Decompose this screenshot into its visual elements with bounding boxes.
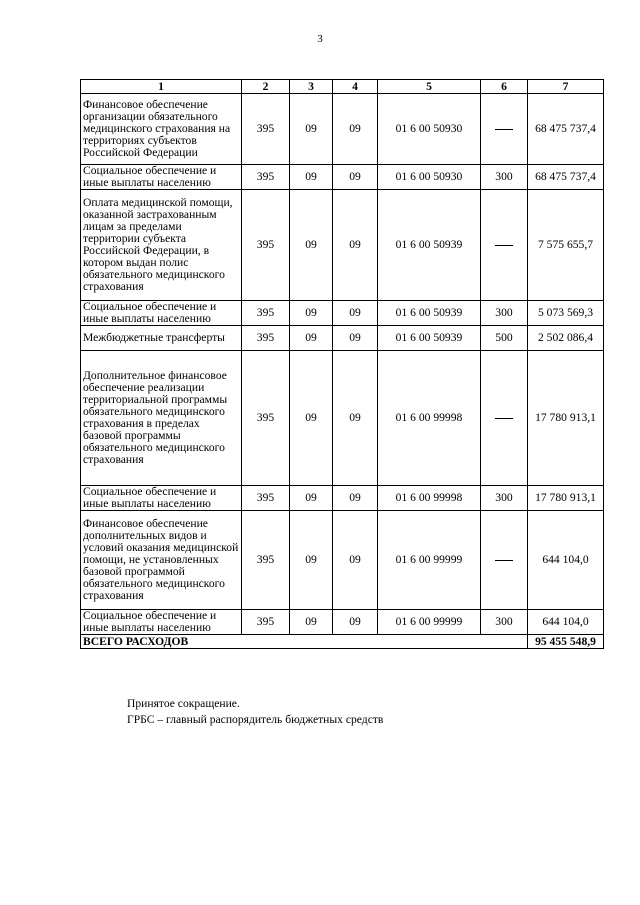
header-cell: 6: [481, 80, 528, 94]
row-target-article: 01 6 00 99999: [378, 610, 481, 635]
total-amount: 95 455 548,9: [528, 635, 604, 649]
header-cell: 5: [378, 80, 481, 94]
row-target-article: 01 6 00 50939: [378, 301, 481, 326]
table-row: [81, 94, 604, 165]
row-grbs: 395: [242, 301, 290, 326]
row-amount: 7 575 655,7: [528, 190, 604, 301]
row-grbs: 395: [242, 486, 290, 511]
header-row: [81, 80, 604, 94]
table-row: [81, 301, 604, 326]
table-row: [81, 351, 604, 486]
row-name: Финансовое обеспечение дополнительных видов и условий оказания медицинской помощи, не установленных базовой программой обязательного медицинского страхования: [81, 511, 242, 610]
row-target-article: 01 6 00 99998: [378, 351, 481, 486]
dash-mark: [495, 245, 513, 246]
row-target-article: 01 6 00 99998: [378, 486, 481, 511]
row-subsection: 09: [333, 165, 378, 190]
row-subsection: 09: [333, 486, 378, 511]
row-amount: 17 780 913,1: [528, 351, 604, 486]
dash-mark: [495, 418, 513, 419]
row-name: Оплата медицинской помощи, оказанной застрахованным лицам за пределами территории субъекта Российской Федерации, в котором выдан полис обязательного медицинского страхования: [81, 190, 242, 301]
table-body: [81, 94, 604, 649]
row-expense-type: [481, 190, 528, 301]
row-section: 09: [290, 610, 333, 635]
budget-table: [80, 79, 604, 649]
row-name: Социальное обеспечение и иные выплаты населению: [81, 610, 242, 635]
row-expense-type: 300: [481, 165, 528, 190]
row-section: 09: [290, 301, 333, 326]
page-number: 3: [317, 33, 323, 45]
row-expense-type: 500: [481, 326, 528, 351]
row-target-article: 01 6 00 50939: [378, 326, 481, 351]
abbreviation-note-title: Принятое сокращение.: [127, 697, 240, 710]
row-subsection: 09: [333, 326, 378, 351]
header-cell: 2: [242, 80, 290, 94]
table-row: [81, 486, 604, 511]
row-grbs: 395: [242, 511, 290, 610]
row-expense-type: [481, 351, 528, 486]
row-amount: 2 502 086,4: [528, 326, 604, 351]
row-section: 09: [290, 351, 333, 486]
row-expense-type: 300: [481, 486, 528, 511]
row-amount: 68 475 737,4: [528, 165, 604, 190]
row-section: 09: [290, 486, 333, 511]
row-grbs: 395: [242, 94, 290, 165]
table-row: [81, 610, 604, 635]
row-section: 09: [290, 190, 333, 301]
table-row: [81, 165, 604, 190]
row-subsection: 09: [333, 511, 378, 610]
row-amount: 644 104,0: [528, 610, 604, 635]
row-section: 09: [290, 94, 333, 165]
row-grbs: 395: [242, 351, 290, 486]
table-row: [81, 326, 604, 351]
row-section: 09: [290, 326, 333, 351]
row-section: 09: [290, 511, 333, 610]
abbreviation-note-text: ГРБС – главный распорядитель бюджетных средств: [127, 713, 384, 726]
row-target-article: 01 6 00 50930: [378, 165, 481, 190]
row-grbs: 395: [242, 165, 290, 190]
row-subsection: 09: [333, 190, 378, 301]
row-subsection: 09: [333, 610, 378, 635]
total-label: ВСЕГО РАСХОДОВ: [81, 635, 528, 649]
table-row: [81, 511, 604, 610]
row-expense-type: [481, 511, 528, 610]
row-subsection: 09: [333, 94, 378, 165]
row-name: Межбюджетные трансферты: [81, 326, 242, 351]
row-grbs: 395: [242, 610, 290, 635]
row-name: Социальное обеспечение и иные выплаты населению: [81, 301, 242, 326]
row-amount: 644 104,0: [528, 511, 604, 610]
dash-mark: [495, 560, 513, 561]
row-name: Дополнительное финансовое обеспечение реализации территориальной программы обязательного медицинского страхования в пределах базовой программы обязательного медицинского страхования: [81, 351, 242, 486]
row-name: Социальное обеспечение и иные выплаты населению: [81, 486, 242, 511]
row-amount: 68 475 737,4: [528, 94, 604, 165]
row-subsection: 09: [333, 301, 378, 326]
row-expense-type: 300: [481, 610, 528, 635]
row-amount: 17 780 913,1: [528, 486, 604, 511]
total-row: [81, 635, 604, 649]
header-cell: 1: [81, 80, 242, 94]
row-expense-type: 300: [481, 301, 528, 326]
row-grbs: 395: [242, 326, 290, 351]
header-cell: 4: [333, 80, 378, 94]
header-cell: 7: [528, 80, 604, 94]
row-section: 09: [290, 165, 333, 190]
table-row: [81, 190, 604, 301]
row-subsection: 09: [333, 351, 378, 486]
row-grbs: 395: [242, 190, 290, 301]
row-name: Финансовое обеспечение организации обязательного медицинского страхования на территориях субъектов Российской Федерации: [81, 94, 242, 165]
row-target-article: 01 6 00 50930: [378, 94, 481, 165]
header-cell: 3: [290, 80, 333, 94]
row-target-article: 01 6 00 99999: [378, 511, 481, 610]
row-amount: 5 073 569,3: [528, 301, 604, 326]
row-target-article: 01 6 00 50939: [378, 190, 481, 301]
row-expense-type: [481, 94, 528, 165]
dash-mark: [495, 129, 513, 130]
row-name: Социальное обеспечение и иные выплаты населению: [81, 165, 242, 190]
